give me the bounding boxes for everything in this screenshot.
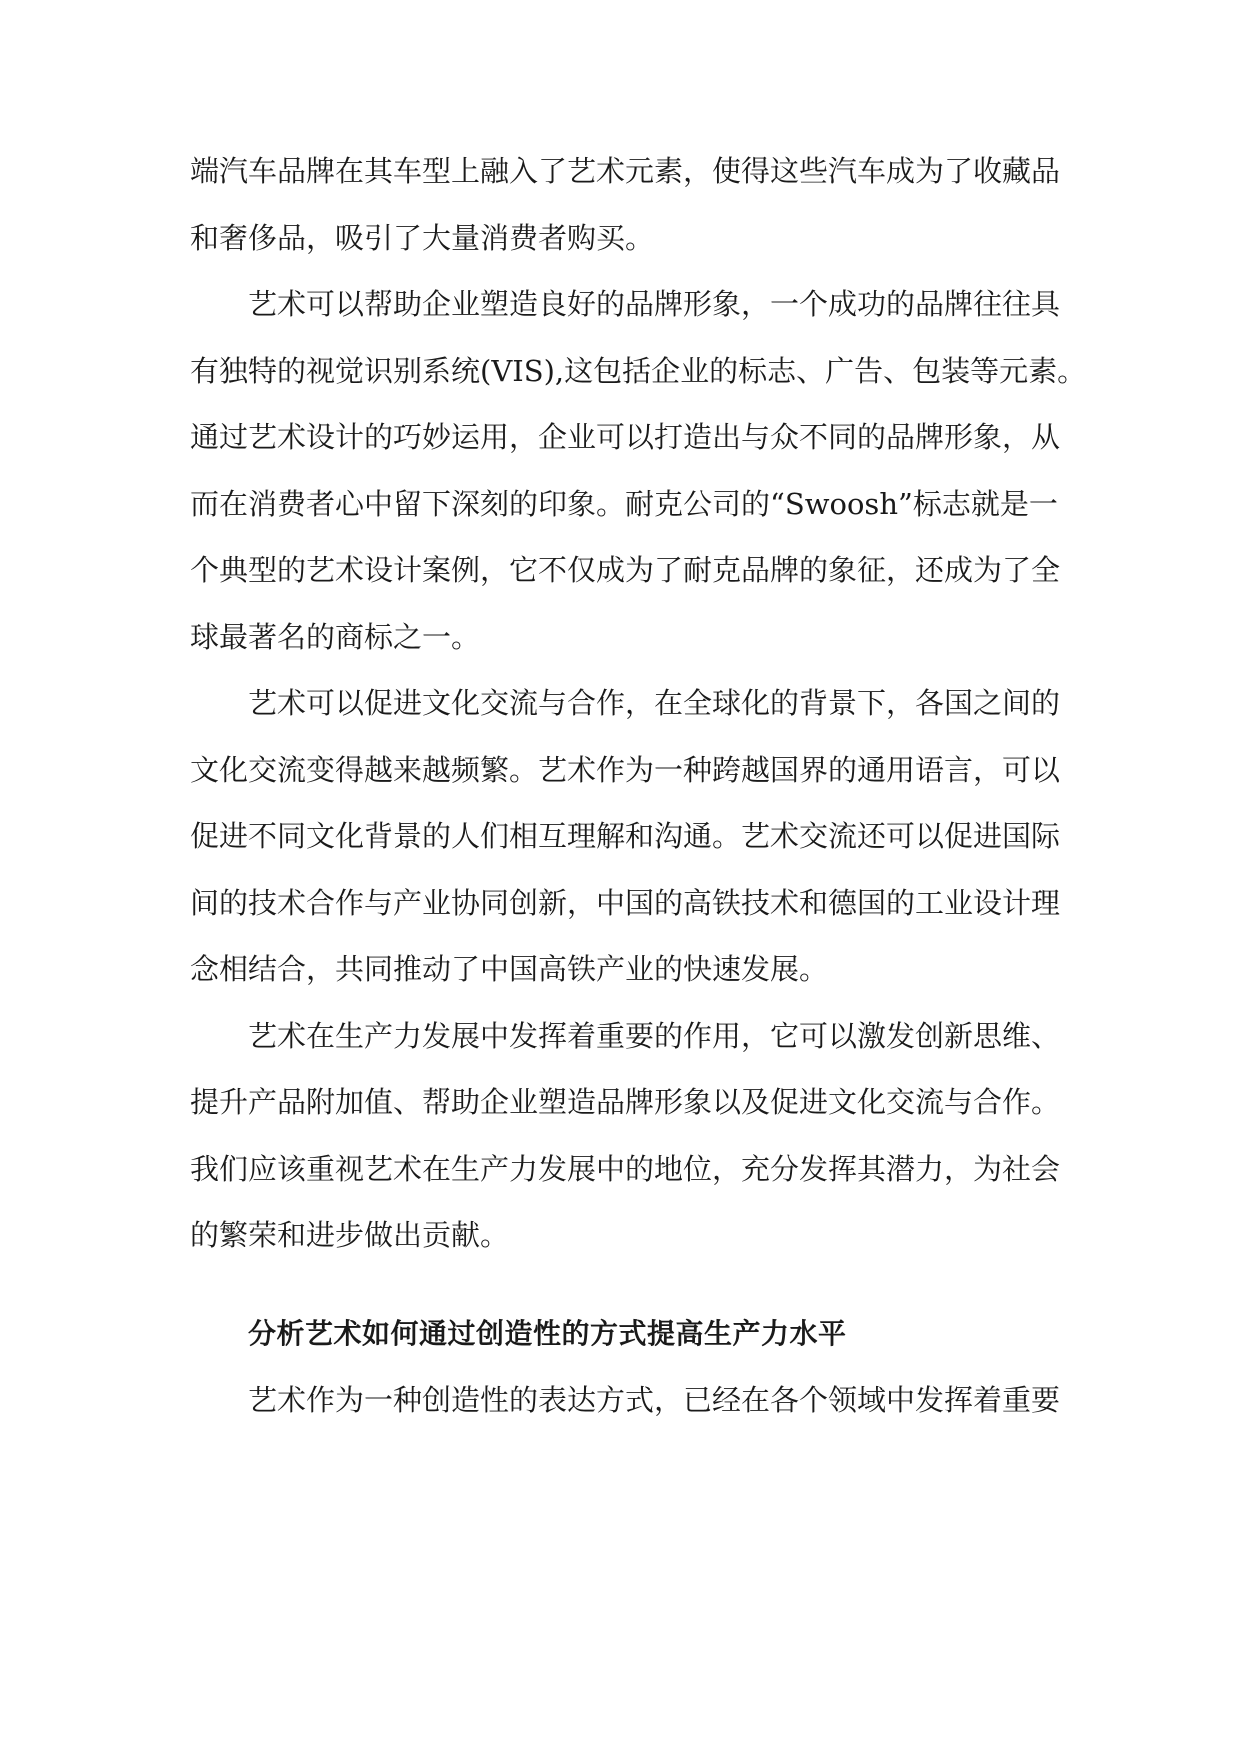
paragraph-first-line: 艺术可以帮助企业塑造良好的品牌形象，一个成功的品牌往往具: [248, 287, 1061, 321]
text-line: 球最著名的商标之一。: [190, 619, 481, 654]
text-line: 通过艺术设计的巧妙运用，企业可以打造出与众不同的品牌形象，从: [190, 420, 1061, 454]
text-line: 而在消费者心中留下深刻的印象。耐克公司的“Swoosh”标志就是一: [190, 486, 1058, 521]
text-line: 间的技术合作与产业协同创新，中国的高铁技术和德国的工业设计理: [190, 885, 1061, 920]
paragraph-first-line: 艺术在生产力发展中发挥着重要的作用，它可以激发创新思维、: [248, 1018, 1061, 1053]
text-line: 提升产品附加值、帮助企业塑造品牌形象以及促进文化交流与合作。: [190, 1085, 1061, 1119]
body-text: [190, 138, 1087, 1434]
text-line: 和奢侈品，吸引了大量消费者购买。: [190, 220, 655, 255]
text-line: 个典型的艺术设计案例，它不仅成为了耐克品牌的象征，还成为了全: [190, 553, 1061, 587]
paragraph-first-line: 艺术作为一种创造性的表达方式，已经在各个领域中发挥着重要: [248, 1383, 1061, 1417]
paragraph-first-line: 艺术可以促进文化交流与合作，在全球化的背景下，各国之间的: [248, 686, 1061, 720]
text-line: 念相结合，共同推动了中国高铁产业的快速发展。: [190, 952, 829, 986]
text-line: 有独特的视觉识别系统(VIS),这包括企业的标志、广告、包装等元素。: [190, 353, 1087, 388]
text-line: 促进不同文化背景的人们相互理解和沟通。艺术交流还可以促进国际: [190, 819, 1061, 853]
section-heading: 分析艺术如何通过创造性的方式提高生产力水平: [248, 1316, 847, 1350]
text-line: 的繁荣和进步做出贡献。: [190, 1218, 510, 1252]
spacer: [190, 1269, 1060, 1301]
text-line: 我们应该重视艺术在生产力发展中的地位，充分发挥其潜力，为社会: [190, 1151, 1061, 1186]
text-line: 端汽车品牌在其车型上融入了艺术元素，使得这些汽车成为了收藏品: [190, 154, 1061, 188]
text-line: 文化交流变得越来越频繁。艺术作为一种跨越国界的通用语言，可以: [190, 752, 1061, 787]
